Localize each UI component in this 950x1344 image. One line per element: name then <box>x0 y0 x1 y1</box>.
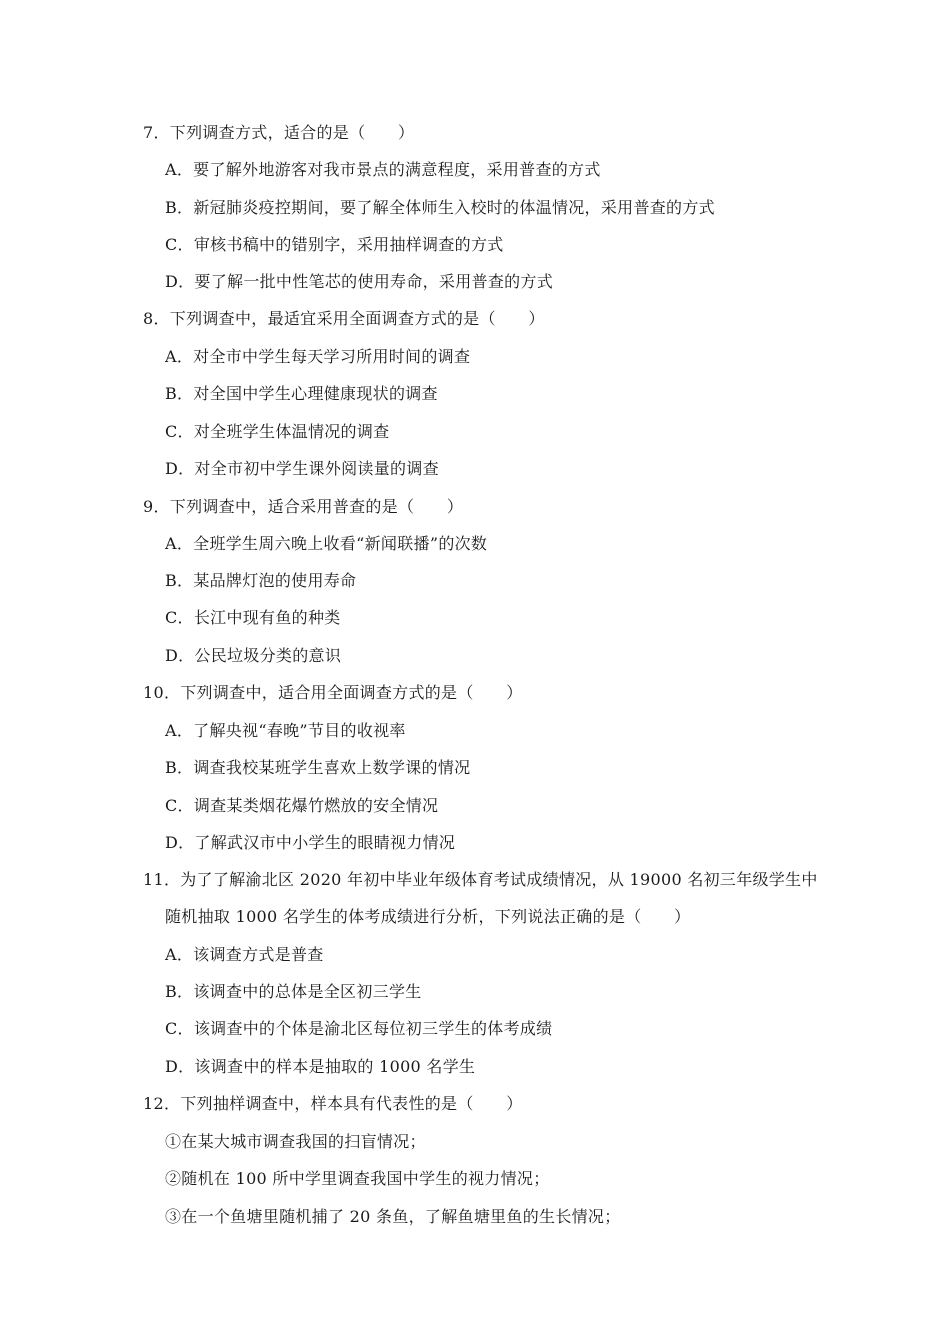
question-9-option-d: D．公民垃圾分类的意识 <box>165 646 342 665</box>
question-7-option-d: D．要了解一批中性笔芯的使用寿命，采用普查的方式 <box>165 272 554 291</box>
question-12-stem: 12．下列抽样调查中，样本具有代表性的是（ ） <box>143 1094 523 1113</box>
question-11-option-b: B．该调查中的总体是全区初三学生 <box>165 982 422 1001</box>
question-11-stem-continued: 随机抽取 1000 名学生的体考成绩进行分析，下列说法正确的是（ ） <box>165 907 691 926</box>
question-11-stem: 11．为了了解渝北区 2020 年初中毕业年级体育考试成绩情况，从 19000 名初三年级学生中 <box>143 870 818 889</box>
question-12-item-1: ①在某大城市调查我国的扫盲情况； <box>165 1132 426 1151</box>
question-9-option-b: B．某品牌灯泡的使用寿命 <box>165 571 357 590</box>
question-8-option-a: A．对全市中学生每天学习所用时间的调查 <box>165 347 471 366</box>
question-11-option-d: D．该调查中的样本是抽取的 1000 名学生 <box>165 1057 476 1076</box>
question-10-option-a: A．了解央视“春晚”节目的收视率 <box>165 721 406 740</box>
question-7-option-b: B．新冠肺炎疫控期间，要了解全体师生入校时的体温情况，采用普查的方式 <box>165 198 715 217</box>
question-8-option-d: D．对全市初中学生课外阅读量的调查 <box>165 459 439 478</box>
question-11-option-a: A．该调查方式是普查 <box>165 945 324 964</box>
question-10-stem: 10．下列调查中，适合用全面调查方式的是（ ） <box>143 683 523 702</box>
question-7-option-c: C．审核书稿中的错别字，采用抽样调查的方式 <box>165 235 504 254</box>
question-11-option-c: C．该调查中的个体是渝北区每位初三学生的体考成绩 <box>165 1019 553 1038</box>
question-7-option-a: A．要了解外地游客对我市景点的满意程度，采用普查的方式 <box>165 160 601 179</box>
question-9-option-a: A．全班学生周六晚上收看“新闻联播”的次数 <box>165 534 488 553</box>
question-7-stem: 7．下列调查方式，适合的是（ ） <box>143 123 415 142</box>
question-8-option-b: B．对全国中学生心理健康现状的调查 <box>165 384 438 403</box>
question-10-option-c: C．调查某类烟花爆竹燃放的安全情况 <box>165 796 439 815</box>
question-12-item-3: ③在一个鱼塘里随机捕了 20 条鱼，了解鱼塘里鱼的生长情况； <box>165 1207 621 1226</box>
question-9-option-c: C．长江中现有鱼的种类 <box>165 608 341 627</box>
question-10-option-b: B．调查我校某班学生喜欢上数学课的情况 <box>165 758 471 777</box>
question-8-stem: 8．下列调查中，最适宜采用全面调查方式的是（ ） <box>143 309 545 328</box>
question-9-stem: 9．下列调查中，适合采用普查的是（ ） <box>143 497 464 516</box>
question-12-item-2: ②随机在 100 所中学里调查我国中学生的视力情况； <box>165 1169 550 1188</box>
question-10-option-d: D．了解武汉市中小学生的眼睛视力情况 <box>165 833 456 852</box>
question-8-option-c: C．对全班学生体温情况的调查 <box>165 422 390 441</box>
